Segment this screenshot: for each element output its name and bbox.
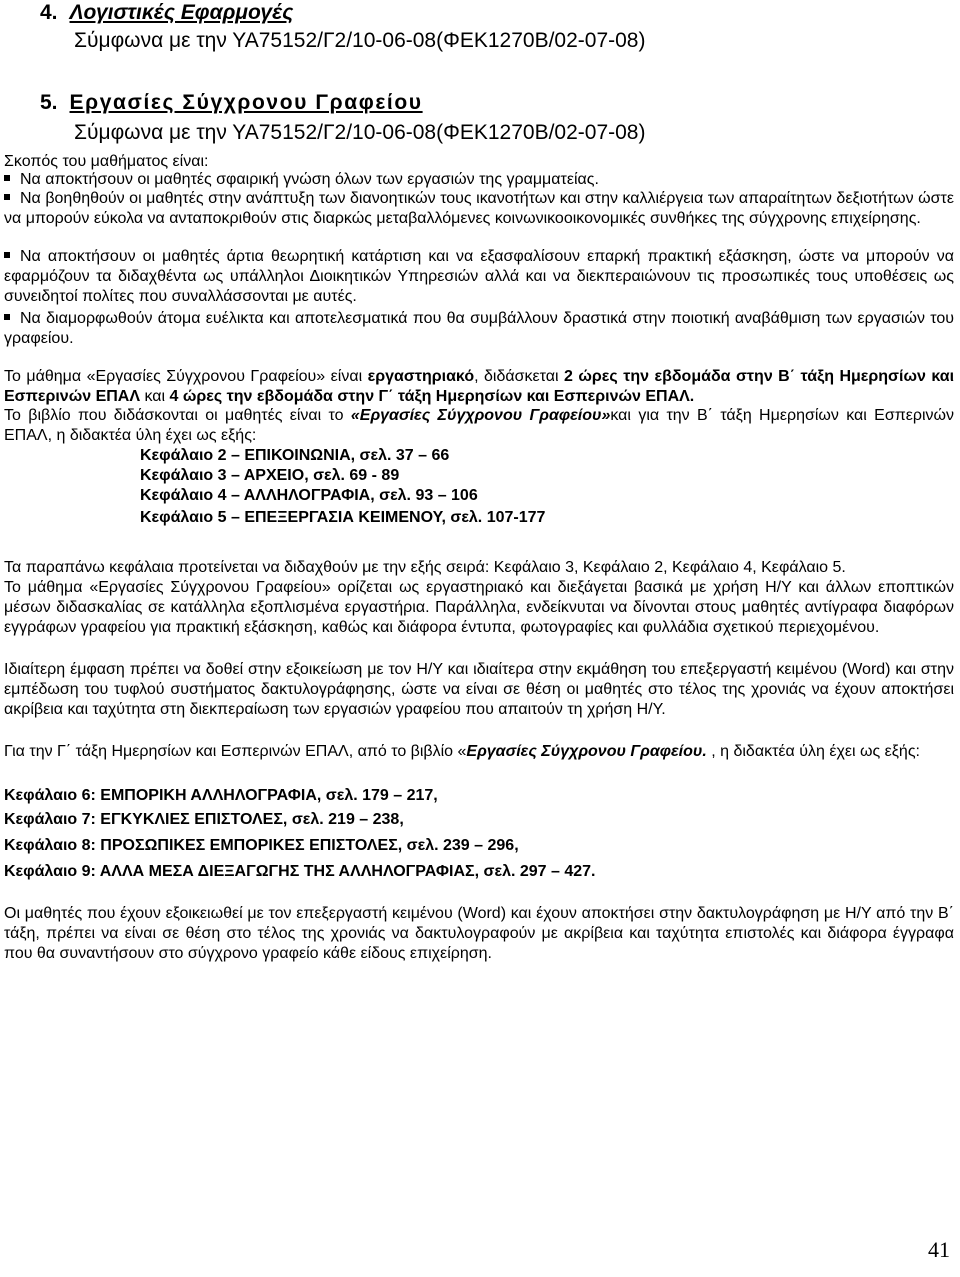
goal-item [4,189,954,229]
text-run: Το βιβλίο που διδάσκονται οι μαθητές είναι το [4,407,351,424]
text-run: και [140,388,170,405]
section-4-title: Λογιστικές Εφαρμογές [69,1,294,24]
book-paragraph [4,406,954,446]
text-run-bold-italic: «Εργασίες Σύγχρονου Γραφείου» [350,407,611,424]
goal-text: Να βοηθηθούν οι μαθητές στην ανάπτυξη των διανοητικών τους ικανοτήτων και στην καλλιέργεια των απαραίτητων δεξιοτήτων ώστε να μπορούν εύκολα να ανταποκριθούν στις διαρκώς μεταβαλλόμενες κοινωνικοοικονομικές συνθήκες της σύγχρονης επιχείρησης. [4,190,954,227]
goal-item [4,309,954,349]
chapter-b-item: Κεφάλαιο 3 – ΑΡΧΕΙΟ, σελ. 69 - 89 [140,467,400,484]
chapter-c-item: Κεφάλαιο 8: ΠΡΟΣΩΠΙΚΕΣ ΕΜΠΟΡΙΚΕΣ ΕΠΙΣΤΟΛΕΣ, σελ. 239 – 296, [4,837,519,854]
bullet-square-icon [4,252,10,258]
section-4-subtitle: Σύμφωνα με την ΥΑ75152/Γ2/10-06-08(ΦΕΚ1270Β/02-07-08) [74,29,646,52]
goal-item [4,247,954,307]
goals-intro: Σκοπός του μαθήματος είναι: [4,153,209,170]
chapter-b-item: Κεφάλαιο 2 – ΕΠΙΚΟΙΝΩΝΙΑ, σελ. 37 – 66 [140,447,450,464]
goal-item [4,170,954,190]
text-run: , η διδακτέα ύλη έχει ως εξής: [706,743,920,760]
emphasis-paragraph: Ιδιαίτερη έμφαση πρέπει να δοθεί στην εξοικείωση με τον Η/Υ και ιδιαίτερα στην εκμάθηση του επεξεργαστή κειμένου (Word) και στην εμπέδωση του τυφλού συστήματος δακτυλογράφησης, ώστε να είναι σε θέση οι μαθητές στο τέλος της χρονιάς να έχουν αποκτήσει ακρίβεια και ταχύτητα στη διεκπεραίωση των εργασιών γραφείου που απαιτούν τη χρήση Η/Υ. [4,661,954,718]
bullet-square-icon [4,194,10,200]
chapter-b-item: Κεφάλαιο 5 – ΕΠΕΞΕΡΓΑΣΙΑ ΚΕΙΜΕΝΟΥ, σελ. 107-177 [140,509,546,526]
text-run: , διδάσκεται [474,368,565,385]
goal-text: Να διαμορφωθούν άτομα ευέλικτα και αποτελεσματικά που θα συμβάλλουν δραστικά στην ποιοτική αναβάθμιση των εργασιών του γραφείου. [4,310,954,347]
text-run: Για την Γ΄ τάξη Ημερησίων και Εσπερινών ΕΠΑΛ, από το βιβλίο « [4,743,467,760]
chapter-c-item: Κεφάλαιο 7: ΕΓΚΥΚΛΙΕΣ ΕΠΙΣΤΟΛΕΣ, σελ. 219 – 238, [4,811,404,828]
section-4-number: 4. [40,1,58,24]
section-5-number: 5. [40,91,58,114]
section-5-title: Εργασίες Σύγχρονου Γραφείου [69,91,423,114]
section-4-heading [40,0,293,26]
page-number: 41 [928,1237,950,1262]
section-5-subtitle: Σύμφωνα με την ΥΑ75152/Γ2/10-06-08(ΦΕΚ1270Β/02-07-08) [74,121,646,144]
text-run: Το μάθημα «Εργασίες Σύγχρονου Γραφείου» είναι [4,368,368,385]
chapter-c-item: Κεφάλαιο 9: ΑΛΛΑ ΜΕΣΑ ΔΙΕΞΑΓΩΓΗΣ ΤΗΣ ΑΛΛΗΛΟΓΡΑΦΙΑΣ, σελ. 297 – 427. [4,863,596,880]
text-run-bold-italic: Εργασίες Σύγχρονου Γραφείου. [466,743,707,760]
section-5-heading [40,90,423,116]
closing-paragraph: Οι μαθητές που έχουν εξοικειωθεί με τον επεξεργαστή κειμένου (Word) και έχουν αποκτήσει στην δακτυλογράφηση με Η/Υ από την Β΄ τάξη, πρέπει να είναι σε θέση στο τέλος της χρονιάς να δακτυλογραφούν με ακρίβεια και ταχύτητα επιστολές και διάφορα έγγραφα που θα συναντήσουν στο σύγχρονο γραφείο κάθε είδους επιχείρηση. [4,905,954,962]
text-run-bold: εργαστηριακό [367,368,475,385]
course-hours-paragraph [4,367,954,407]
text-run-bold: 4 ώρες την εβδομάδα στην Γ΄ τάξη Ημερησίων και Εσπερινών ΕΠΑΛ. [169,388,695,405]
bullet-square-icon [4,175,10,181]
text-run-bold: 2 ώρες την εβδομάδα στην Β΄ τάξη Ημερησίων και Εσπερινών ΕΠΑΛ [4,368,955,405]
text-run: και για την Β΄ τάξη Ημερησίων και Εσπερινών ΕΠΑΛ, η διδακτέα ύλη έχει ως εξής: [4,407,955,444]
teaching-order-paragraph: Τα παραπάνω κεφάλαια προτείνεται να διδαχθούν με την εξής σειρά: Κεφάλαιο 3, Κεφάλαιο 2, Κεφάλαιο 4, Κεφάλαιο 5. [4,559,846,576]
bullet-square-icon [4,314,10,320]
chapter-c-item: Κεφάλαιο 6: ΕΜΠΟΡΙΚΗ ΑΛΛΗΛΟΓΡΑΦΙΑ, σελ. 179 – 217, [4,787,438,804]
chapter-b-item: Κεφάλαιο 4 – ΑΛΛΗΛΟΓΡΑΦΙΑ, σελ. 93 – 106 [140,487,478,504]
c-grade-paragraph [4,742,954,762]
goal-text: Να αποκτήσουν οι μαθητές σφαιρική γνώση όλων των εργασιών της γραμματείας. [20,171,599,188]
lab-paragraph: Το μάθημα «Εργασίες Σύγχρονου Γραφείου» ορίζεται ως εργαστηριακό και διεξάγεται βασικά με χρήση Η/Υ και άλλων εποπτικών μέσων διδασκαλίας σε κατάλληλα εξοπλισμένα εργαστήρια. Παράλληλα, ενδείκνυται να δίνονται στους μαθητές αντίγραφα διαφόρων εγγράφων γραφείου για πρακτική εξάσκηση, καθώς και διάφορα έντυπα, φωτογραφίες και φυλλάδια σχετικού περιεχομένου. [4,579,954,636]
goal-text: Να αποκτήσουν οι μαθητές άρτια θεωρητική κατάρτιση και να εξασφαλίσουν επαρκή πρακτική εξάσκηση, ώστε να μπορούν να εφαρμόζουν τα διδαχθέντα ως υπάλληλοι Διοικητικών Υπηρεσιών αλλά και να διεκπεραιώνουν τις προσωπικές τους υποθέσεις ως συνειδητοί πολίτες που συναλλάσσονται με αυτές. [4,248,954,305]
